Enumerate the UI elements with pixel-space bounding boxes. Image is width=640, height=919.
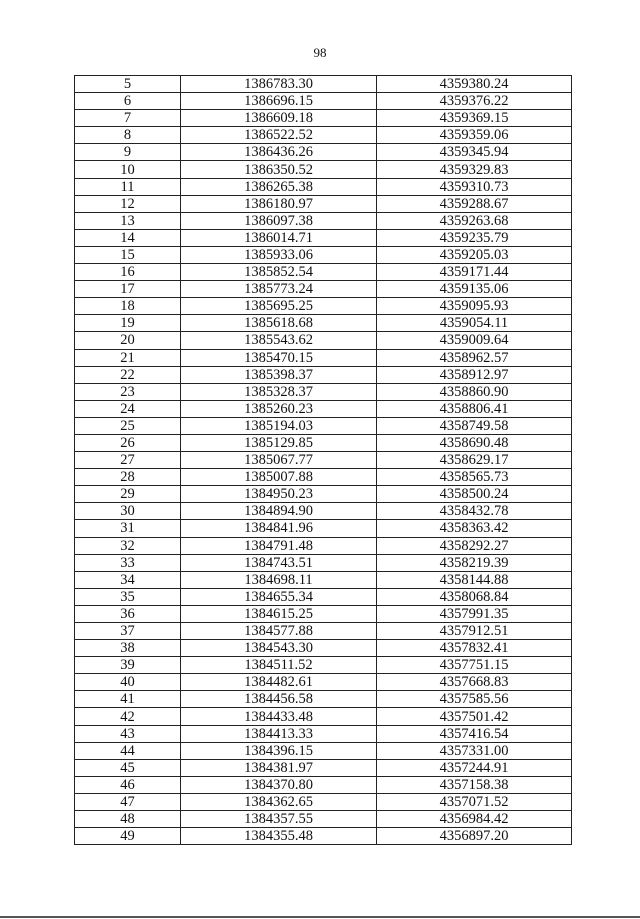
table-row xyxy=(75,366,572,383)
table-row xyxy=(75,161,572,178)
table-row xyxy=(75,691,572,708)
x-coordinate-cell: 1385328.37 xyxy=(181,383,377,400)
y-coordinate-cell: 4359345.94 xyxy=(377,144,572,161)
x-coordinate-cell: 1384950.23 xyxy=(181,486,377,503)
y-coordinate-cell: 4358629.17 xyxy=(377,452,572,469)
point-number-cell: 30 xyxy=(75,503,181,520)
table-row xyxy=(75,452,572,469)
point-number-cell: 45 xyxy=(75,759,181,776)
y-coordinate-cell: 4358962.57 xyxy=(377,349,572,366)
table-row xyxy=(75,349,572,366)
x-coordinate-cell: 1385398.37 xyxy=(181,366,377,383)
y-coordinate-cell: 4359369.15 xyxy=(377,110,572,127)
x-coordinate-cell: 1384791.48 xyxy=(181,537,377,554)
y-coordinate-cell: 4358690.48 xyxy=(377,434,572,451)
table-row xyxy=(75,759,572,776)
point-number-cell: 9 xyxy=(75,144,181,161)
point-number-cell: 23 xyxy=(75,383,181,400)
x-coordinate-cell: 1385852.54 xyxy=(181,264,377,281)
y-coordinate-cell: 4356984.42 xyxy=(377,811,572,828)
page-number: 98 xyxy=(313,45,327,60)
table-row xyxy=(75,383,572,400)
table-row xyxy=(75,332,572,349)
x-coordinate-cell: 1384577.88 xyxy=(181,623,377,640)
table-row xyxy=(75,417,572,434)
point-number-cell: 13 xyxy=(75,212,181,229)
point-number-cell: 26 xyxy=(75,434,181,451)
x-coordinate-cell: 1385933.06 xyxy=(181,246,377,263)
y-coordinate-cell: 4357585.56 xyxy=(377,691,572,708)
y-coordinate-cell: 4358860.90 xyxy=(377,383,572,400)
y-coordinate-cell: 4358219.39 xyxy=(377,554,572,571)
point-number-cell: 46 xyxy=(75,776,181,793)
y-coordinate-cell: 4358500.24 xyxy=(377,486,572,503)
table-row xyxy=(75,298,572,315)
point-number-cell: 34 xyxy=(75,571,181,588)
y-coordinate-cell: 4358432.78 xyxy=(377,503,572,520)
x-coordinate-cell: 1384894.90 xyxy=(181,503,377,520)
table-row xyxy=(75,195,572,212)
x-coordinate-cell: 1386180.97 xyxy=(181,195,377,212)
point-number-cell: 17 xyxy=(75,281,181,298)
y-coordinate-cell: 4359263.68 xyxy=(377,212,572,229)
x-coordinate-cell: 1384433.48 xyxy=(181,708,377,725)
table-row xyxy=(75,434,572,451)
point-number-cell: 41 xyxy=(75,691,181,708)
y-coordinate-cell: 4357331.00 xyxy=(377,742,572,759)
table-row xyxy=(75,246,572,263)
table-row xyxy=(75,315,572,332)
y-coordinate-cell: 4358565.73 xyxy=(377,469,572,486)
y-coordinate-cell: 4359380.24 xyxy=(377,76,572,93)
x-coordinate-cell: 1386783.30 xyxy=(181,76,377,93)
table-row xyxy=(75,811,572,828)
point-number-cell: 42 xyxy=(75,708,181,725)
point-number-cell: 35 xyxy=(75,588,181,605)
table-row xyxy=(75,127,572,144)
point-number-cell: 11 xyxy=(75,178,181,195)
y-coordinate-cell: 4357416.54 xyxy=(377,725,572,742)
x-coordinate-cell: 1385067.77 xyxy=(181,452,377,469)
x-coordinate-cell: 1384355.48 xyxy=(181,828,377,845)
y-coordinate-cell: 4359009.64 xyxy=(377,332,572,349)
x-coordinate-cell: 1386350.52 xyxy=(181,161,377,178)
y-coordinate-cell: 4357751.15 xyxy=(377,657,572,674)
y-coordinate-cell: 4357071.52 xyxy=(377,793,572,810)
table-row xyxy=(75,742,572,759)
x-coordinate-cell: 1384698.11 xyxy=(181,571,377,588)
table-row xyxy=(75,520,572,537)
point-number-cell: 20 xyxy=(75,332,181,349)
coordinate-table-body xyxy=(75,76,572,845)
point-number-cell: 6 xyxy=(75,93,181,110)
point-number-cell: 49 xyxy=(75,828,181,845)
y-coordinate-cell: 4358068.84 xyxy=(377,588,572,605)
point-number-cell: 5 xyxy=(75,76,181,93)
point-number-cell: 18 xyxy=(75,298,181,315)
x-coordinate-cell: 1385007.88 xyxy=(181,469,377,486)
point-number-cell: 22 xyxy=(75,366,181,383)
x-coordinate-cell: 1385129.85 xyxy=(181,434,377,451)
x-coordinate-cell: 1386609.18 xyxy=(181,110,377,127)
table-row xyxy=(75,400,572,417)
table-row xyxy=(75,605,572,622)
y-coordinate-cell: 4358912.97 xyxy=(377,366,572,383)
point-number-cell: 37 xyxy=(75,623,181,640)
table-row xyxy=(75,657,572,674)
x-coordinate-cell: 1384413.33 xyxy=(181,725,377,742)
x-coordinate-cell: 1385194.03 xyxy=(181,417,377,434)
x-coordinate-cell: 1384655.34 xyxy=(181,588,377,605)
y-coordinate-cell: 4359135.06 xyxy=(377,281,572,298)
x-coordinate-cell: 1386097.38 xyxy=(181,212,377,229)
table-row xyxy=(75,640,572,657)
x-coordinate-cell: 1385618.68 xyxy=(181,315,377,332)
table-row xyxy=(75,144,572,161)
y-coordinate-cell: 4359359.06 xyxy=(377,127,572,144)
y-coordinate-cell: 4359095.93 xyxy=(377,298,572,315)
point-number-cell: 43 xyxy=(75,725,181,742)
point-number-cell: 16 xyxy=(75,264,181,281)
x-coordinate-cell: 1384357.55 xyxy=(181,811,377,828)
point-number-cell: 10 xyxy=(75,161,181,178)
point-number-cell: 48 xyxy=(75,811,181,828)
point-number-cell: 28 xyxy=(75,469,181,486)
y-coordinate-cell: 4359310.73 xyxy=(377,178,572,195)
x-coordinate-cell: 1386014.71 xyxy=(181,229,377,246)
x-coordinate-cell: 1386696.15 xyxy=(181,93,377,110)
table-row xyxy=(75,571,572,588)
table-row xyxy=(75,554,572,571)
x-coordinate-cell: 1386522.52 xyxy=(181,127,377,144)
table-row xyxy=(75,725,572,742)
coordinate-table xyxy=(74,75,572,845)
point-number-cell: 44 xyxy=(75,742,181,759)
table-row xyxy=(75,486,572,503)
y-coordinate-cell: 4358144.88 xyxy=(377,571,572,588)
table-row xyxy=(75,76,572,93)
y-coordinate-cell: 4357991.35 xyxy=(377,605,572,622)
point-number-cell: 39 xyxy=(75,657,181,674)
table-row xyxy=(75,828,572,845)
x-coordinate-cell: 1386436.26 xyxy=(181,144,377,161)
y-coordinate-cell: 4357912.51 xyxy=(377,623,572,640)
y-coordinate-cell: 4359288.67 xyxy=(377,195,572,212)
x-coordinate-cell: 1385695.25 xyxy=(181,298,377,315)
point-number-cell: 24 xyxy=(75,400,181,417)
y-coordinate-cell: 4357244.91 xyxy=(377,759,572,776)
x-coordinate-cell: 1384841.96 xyxy=(181,520,377,537)
y-coordinate-cell: 4357158.38 xyxy=(377,776,572,793)
table-row xyxy=(75,776,572,793)
table-row xyxy=(75,793,572,810)
y-coordinate-cell: 4359054.11 xyxy=(377,315,572,332)
y-coordinate-cell: 4359235.79 xyxy=(377,229,572,246)
y-coordinate-cell: 4358363.42 xyxy=(377,520,572,537)
x-coordinate-cell: 1384456.58 xyxy=(181,691,377,708)
point-number-cell: 40 xyxy=(75,674,181,691)
table-row xyxy=(75,264,572,281)
y-coordinate-cell: 4357501.42 xyxy=(377,708,572,725)
x-coordinate-cell: 1386265.38 xyxy=(181,178,377,195)
table-row xyxy=(75,469,572,486)
point-number-cell: 47 xyxy=(75,793,181,810)
point-number-cell: 27 xyxy=(75,452,181,469)
x-coordinate-cell: 1385773.24 xyxy=(181,281,377,298)
y-coordinate-cell: 4359205.03 xyxy=(377,246,572,263)
x-coordinate-cell: 1384511.52 xyxy=(181,657,377,674)
y-coordinate-cell: 4358292.27 xyxy=(377,537,572,554)
y-coordinate-cell: 4356897.20 xyxy=(377,828,572,845)
y-coordinate-cell: 4358749.58 xyxy=(377,417,572,434)
point-number-cell: 25 xyxy=(75,417,181,434)
table-row xyxy=(75,708,572,725)
y-coordinate-cell: 4359329.83 xyxy=(377,161,572,178)
x-coordinate-cell: 1384381.97 xyxy=(181,759,377,776)
y-coordinate-cell: 4359171.44 xyxy=(377,264,572,281)
table-row xyxy=(75,178,572,195)
x-coordinate-cell: 1384543.30 xyxy=(181,640,377,657)
point-number-cell: 15 xyxy=(75,246,181,263)
point-number-cell: 31 xyxy=(75,520,181,537)
point-number-cell: 38 xyxy=(75,640,181,657)
point-number-cell: 12 xyxy=(75,195,181,212)
x-coordinate-cell: 1385470.15 xyxy=(181,349,377,366)
y-coordinate-cell: 4359376.22 xyxy=(377,93,572,110)
point-number-cell: 14 xyxy=(75,229,181,246)
y-coordinate-cell: 4357832.41 xyxy=(377,640,572,657)
table-row xyxy=(75,674,572,691)
x-coordinate-cell: 1384743.51 xyxy=(181,554,377,571)
table-row xyxy=(75,503,572,520)
x-coordinate-cell: 1384370.80 xyxy=(181,776,377,793)
y-coordinate-cell: 4358806.41 xyxy=(377,400,572,417)
point-number-cell: 19 xyxy=(75,315,181,332)
x-coordinate-cell: 1384362.65 xyxy=(181,793,377,810)
table-row xyxy=(75,588,572,605)
y-coordinate-cell: 4357668.83 xyxy=(377,674,572,691)
point-number-cell: 29 xyxy=(75,486,181,503)
table-row xyxy=(75,229,572,246)
table-row xyxy=(75,281,572,298)
point-number-cell: 21 xyxy=(75,349,181,366)
x-coordinate-cell: 1385260.23 xyxy=(181,400,377,417)
x-coordinate-cell: 1385543.62 xyxy=(181,332,377,349)
x-coordinate-cell: 1384615.25 xyxy=(181,605,377,622)
page-bottom-rule xyxy=(0,916,640,918)
point-number-cell: 36 xyxy=(75,605,181,622)
table-row xyxy=(75,537,572,554)
table-row xyxy=(75,110,572,127)
point-number-cell: 33 xyxy=(75,554,181,571)
point-number-cell: 32 xyxy=(75,537,181,554)
x-coordinate-cell: 1384482.61 xyxy=(181,674,377,691)
point-number-cell: 7 xyxy=(75,110,181,127)
point-number-cell: 8 xyxy=(75,127,181,144)
table-row xyxy=(75,93,572,110)
x-coordinate-cell: 1384396.15 xyxy=(181,742,377,759)
table-row xyxy=(75,623,572,640)
table-row xyxy=(75,212,572,229)
